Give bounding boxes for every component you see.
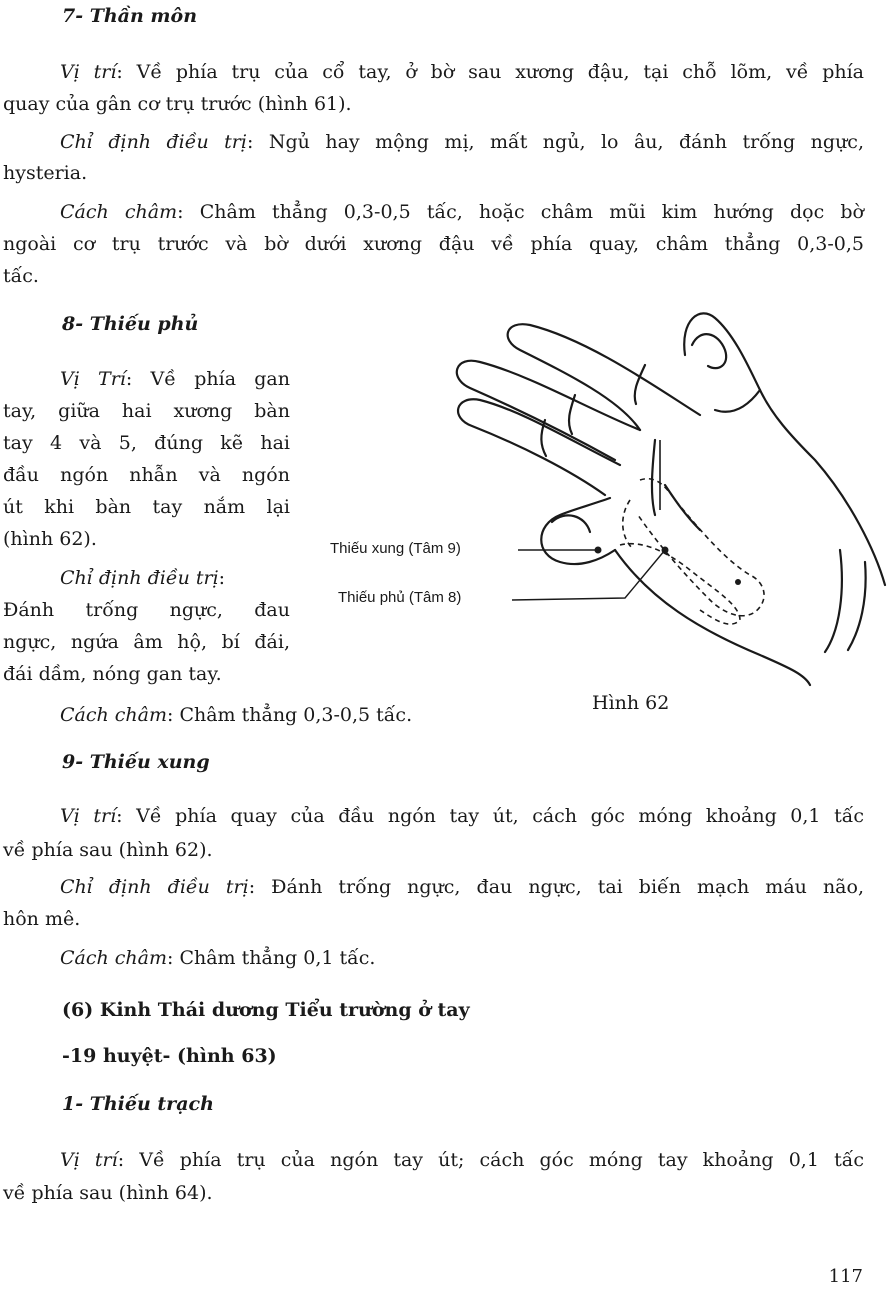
sec8-chidinh-text: : <box>218 567 226 589</box>
sec7-chidinh-line-2: hysteria. <box>3 162 88 184</box>
sec1-vitri-label: Vị trí <box>60 1149 118 1171</box>
sec9-chidinh-line-1 <box>60 875 864 899</box>
sec9-cach-line-1 <box>60 946 375 970</box>
sec9-cach-label: Cách châm <box>60 947 168 969</box>
point-wrist <box>735 579 741 585</box>
label-thieu-xung: Thiếu xung (Tâm 9) <box>330 540 461 557</box>
sec8-vitri-line-2: tay, giữa hai xương bàn <box>3 400 290 422</box>
sec9-cach-text: : Châm thẳng 0,1 tấc. <box>167 947 376 969</box>
sec7-cach-line-2: ngoài cơ trụ trước và bờ dưới xương đậu về phía quay, châm thẳng 0,3-0,5 <box>3 233 864 255</box>
sec8-chidinh-label: Chỉ định điều trị <box>60 567 219 589</box>
sec7-chidinh-label: Chỉ định điều trị <box>60 131 247 153</box>
section-9-title: 9- Thiếu xung <box>62 751 210 773</box>
sec7-chidinh-line-1 <box>60 130 864 154</box>
sec7-vitri-line-1 <box>60 60 864 84</box>
figure-hand-62 <box>320 300 891 720</box>
middle-finger <box>457 361 640 460</box>
section-7-title: 7- Thần môn <box>62 5 198 27</box>
middle-crease <box>569 395 575 434</box>
section-6-title: (6) Kinh Thái dương Tiểu trường ở tay <box>62 999 470 1021</box>
sec8-chidinh-line-3: ngực, ngứa âm hộ, bí đái, <box>3 631 290 653</box>
label-thieu-phu: Thiếu phủ (Tâm 8) <box>338 589 462 606</box>
sec9-vitri-line-2: về phía sau (hình 62). <box>3 839 213 861</box>
index-crease <box>635 365 645 404</box>
figure-caption: Hình 62 <box>592 692 670 714</box>
sec9-chidinh-text: : Đánh trống ngực, đau ngực, tai biến mạch máu não, <box>248 876 864 898</box>
page-number: 117 <box>828 1266 863 1287</box>
palm-crease-1 <box>652 440 655 515</box>
sec7-cach-text: : Châm thẳng 0,3-0,5 tấc, hoặc châm mũi kim hướng dọc bờ <box>177 201 864 223</box>
sec7-vitri-line-2: quay của gân cơ trụ trước (hình 61). <box>3 93 352 115</box>
sec7-cach-line-1 <box>60 200 864 224</box>
sec8-vitri-line-4: đầu ngón nhẫn và ngón <box>3 464 290 486</box>
little-finger <box>541 498 615 564</box>
hand-illustration <box>320 300 891 720</box>
thumb-inner <box>715 390 760 412</box>
sec8-chidinh-line-2: Đánh trống ngực, đau <box>3 599 290 621</box>
ring-finger <box>458 399 620 495</box>
sec9-chidinh-line-2: hôn mê. <box>3 908 81 930</box>
sec8-vitri-line-5: út khi bàn tay nắm lại <box>3 496 290 518</box>
sec7-cach-label: Cách châm <box>60 201 178 223</box>
sec9-vitri-text: : Về phía quay của đầu ngón tay út, cách góc móng khoảng 0,1 tấc <box>116 805 864 827</box>
little-finger-nail <box>552 515 590 532</box>
sec1-vitri-line-1 <box>60 1148 864 1172</box>
sec8-vitri-label: Vị Trí <box>60 368 126 390</box>
leader-thieu-phu <box>512 550 665 600</box>
sec8-vitri-line-6: (hình 62). <box>3 528 97 550</box>
sec8-chidinh-line-1 <box>60 566 225 590</box>
sec7-chidinh-text: : Ngủ hay mộng mị, mất ngủ, lo âu, đánh trống ngực, <box>246 131 864 153</box>
sec1-vitri-text: : Về phía trụ của ngón tay út; cách góc móng tay khoảng 0,1 tấc <box>117 1149 864 1171</box>
sec1-vitri-line-2: về phía sau (hình 64). <box>3 1182 213 1204</box>
sec7-vitri-text: : Về phía trụ của cổ tay, ở bờ sau xương đậu, tại chỗ lõm, về phía <box>116 61 865 83</box>
section-1-title: 1- Thiếu trạch <box>62 1093 214 1115</box>
sec9-vitri-line-1 <box>60 804 864 828</box>
sec7-vitri-label: Vị trí <box>60 61 117 83</box>
section-6-subtitle: -19 huyệt- (hình 63) <box>62 1045 277 1067</box>
thumb-nail <box>692 334 726 368</box>
sec9-chidinh-label: Chỉ định điều trị <box>60 876 249 898</box>
section-8-title: 8- Thiếu phủ <box>62 313 199 335</box>
sec8-vitri-text: : Về phía gan <box>125 368 290 390</box>
sec8-vitri-line-1 <box>60 367 290 391</box>
palm-lower <box>615 550 810 685</box>
sec8-chidinh-line-4: đái dầm, nóng gan tay. <box>3 663 222 685</box>
sec8-cach-text: : Châm thẳng 0,3-0,5 tấc. <box>167 704 413 726</box>
wrist-line <box>825 550 842 652</box>
bone-outline-3 <box>623 500 632 548</box>
sec7-cach-line-3: tấc. <box>3 265 39 287</box>
wrist-line-2 <box>848 562 866 650</box>
sec9-vitri-label: Vị trí <box>60 805 117 827</box>
sec8-cach-label: Cách châm <box>60 704 168 726</box>
sec8-vitri-line-3: tay 4 và 5, đúng kẽ hai <box>3 432 290 454</box>
